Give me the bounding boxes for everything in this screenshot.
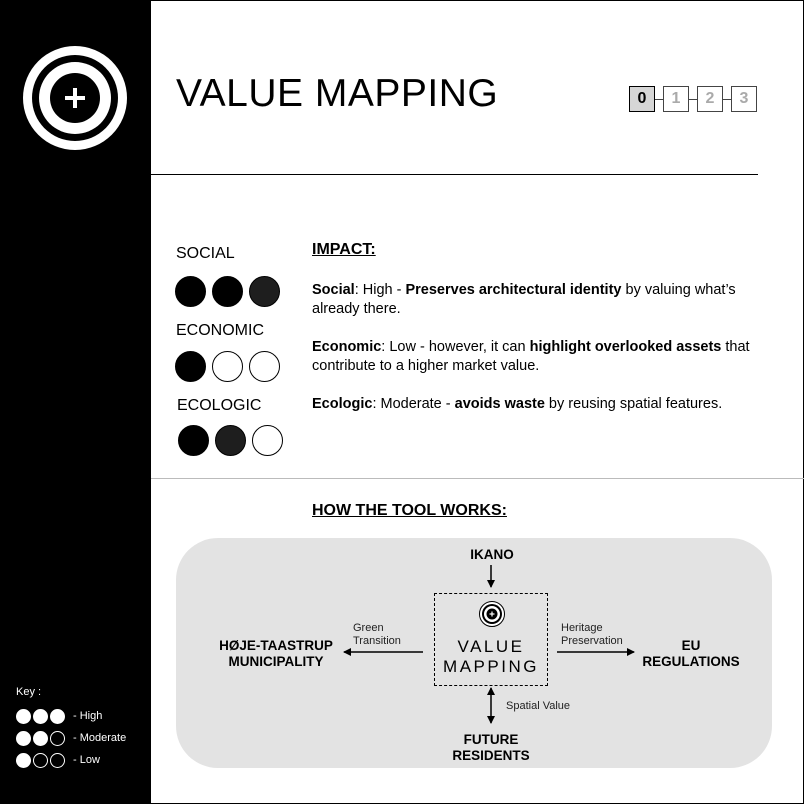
- impact-ecologic-rest: by reusing spatial features.: [544, 396, 723, 412]
- impact-social-rest: by valuing what’s already there.: [312, 282, 736, 317]
- arrow-label-green-line1: Green: [353, 622, 384, 634]
- category-social-label: SOCIAL: [176, 245, 235, 262]
- step-1[interactable]: 1: [663, 86, 689, 112]
- step-0[interactable]: 0: [629, 86, 655, 112]
- impact-social-label: Social: [312, 282, 355, 298]
- arrow-label-green-line2: Transition: [353, 635, 401, 647]
- page-title: VALUE MAPPING: [176, 72, 499, 115]
- node-eu-line1: EU: [681, 638, 701, 653]
- impact-ecologic-level: : Moderate -: [372, 396, 455, 412]
- impact-social-level: : High -: [354, 282, 406, 298]
- arrow-label-heritage-line2: Preservation: [561, 635, 623, 647]
- node-future-line2: RESIDENTS: [452, 748, 530, 763]
- how-heading: HOW THE TOOL WORKS:: [312, 502, 507, 519]
- impact-heading: IMPACT:: [312, 241, 376, 258]
- node-eu-line2: REGULATIONS: [642, 654, 740, 669]
- impact-economic-highlight: highlight overlooked assets: [529, 339, 722, 355]
- key-title: Key :: [16, 686, 42, 698]
- key-label-low: - Low: [73, 754, 100, 766]
- impact-ecologic-label: Ecologic: [312, 396, 373, 412]
- node-ikano: IKANO: [470, 547, 514, 562]
- category-ecologic-label: ECOLOGIC: [177, 397, 262, 414]
- step-3[interactable]: 3: [731, 86, 757, 112]
- node-future-line1: FUTURE: [463, 732, 519, 747]
- impact-ecologic-highlight: avoids waste: [454, 396, 545, 412]
- key-label-moderate: - Moderate: [73, 732, 127, 744]
- impact-economic-label: Economic: [312, 339, 382, 355]
- impact-economic-rest: that contribute to a higher market value.: [312, 339, 750, 374]
- impact-economic-level: : Low - however, it can: [381, 339, 530, 355]
- arrow-label-heritage-line1: Heritage: [561, 622, 603, 634]
- key-label-high: - High: [73, 710, 103, 722]
- center-node-line1: VALUE: [457, 637, 525, 656]
- node-hoje-taastrup-line1: HØJE-TAASTRUP: [219, 638, 333, 653]
- impact-social-highlight: Preserves architectural identity: [405, 282, 622, 298]
- arrow-label-spatial-value: Spatial Value: [506, 700, 571, 712]
- node-hoje-taastrup-line2: MUNICIPALITY: [228, 654, 324, 669]
- category-economic-label: ECONOMIC: [176, 322, 264, 339]
- step-2[interactable]: 2: [697, 86, 723, 112]
- center-node-line2: MAPPING: [443, 657, 539, 676]
